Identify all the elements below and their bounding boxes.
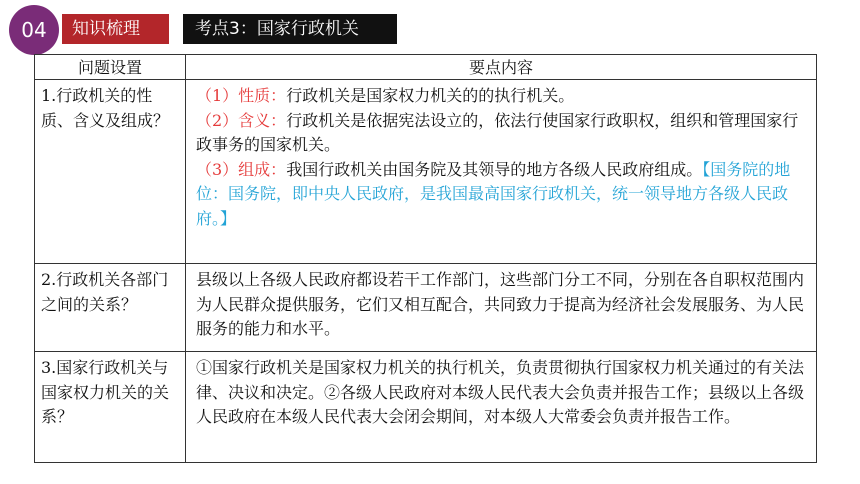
column-header-question: 问题设置 <box>35 55 186 80</box>
answer-cell: ①国家行政机关是国家权力机关的执行机关，负责贯彻执行国家权力机关通过的有关法律、决议和决定。②各级人民政府对本级人民代表大会负责并报告工作；县级以上各级人民政府在本级人民代表大会闭会期间，对本级人大常委会负责并报告工作。 <box>186 352 817 463</box>
point-note: 【国务院的地位：国务院，即中央人民政府，是我国最高国家行政机关，统一领导地方各级人民政府。】 <box>196 159 791 228</box>
point-label: （2）含义： <box>196 110 287 130</box>
point-meaning <box>196 109 810 158</box>
column-header-points: 要点内容 <box>186 55 817 80</box>
answer-cell <box>186 80 817 264</box>
point-composition <box>196 158 810 232</box>
topic-title: 考点3：国家行政机关 <box>183 14 397 44</box>
question-cell: 1.行政机关的性质、含义及组成？ <box>35 80 186 264</box>
point-text: 我国行政机关由国务院及其领导的地方各级人民政府组成。 <box>286 159 703 179</box>
question-cell: 3.国家行政机关与国家权力机关的关系？ <box>35 352 186 463</box>
table-row <box>35 264 817 352</box>
table-header-row <box>35 55 817 80</box>
question-cell: 2.行政机关各部门之间的关系？ <box>35 264 186 352</box>
section-number-badge: 04 <box>9 5 59 55</box>
table-row <box>35 352 817 463</box>
table-row <box>35 80 817 264</box>
point-text: 行政机关是国家权力机关的的执行机关。 <box>286 86 575 105</box>
answer-cell: 县级以上各级人民政府都设若干工作部门，这些部门分工不同，分别在各自职权范围内为人民群众提供服务，它们又相互配合，共同致力于提高为经济社会发展服务、为人民服务的能力和水平。 <box>186 264 817 352</box>
point-text: 行政机关是依据宪法设立的，依法行使国家行政职权，组织和管理国家行政事务的国家机关。 <box>196 110 799 154</box>
point-label: （1）性质： <box>196 86 287 105</box>
point-label: （3）组成： <box>196 159 287 179</box>
section-title: 知识梳理 <box>62 14 169 44</box>
point-nature <box>196 84 810 109</box>
knowledge-table <box>34 54 817 463</box>
